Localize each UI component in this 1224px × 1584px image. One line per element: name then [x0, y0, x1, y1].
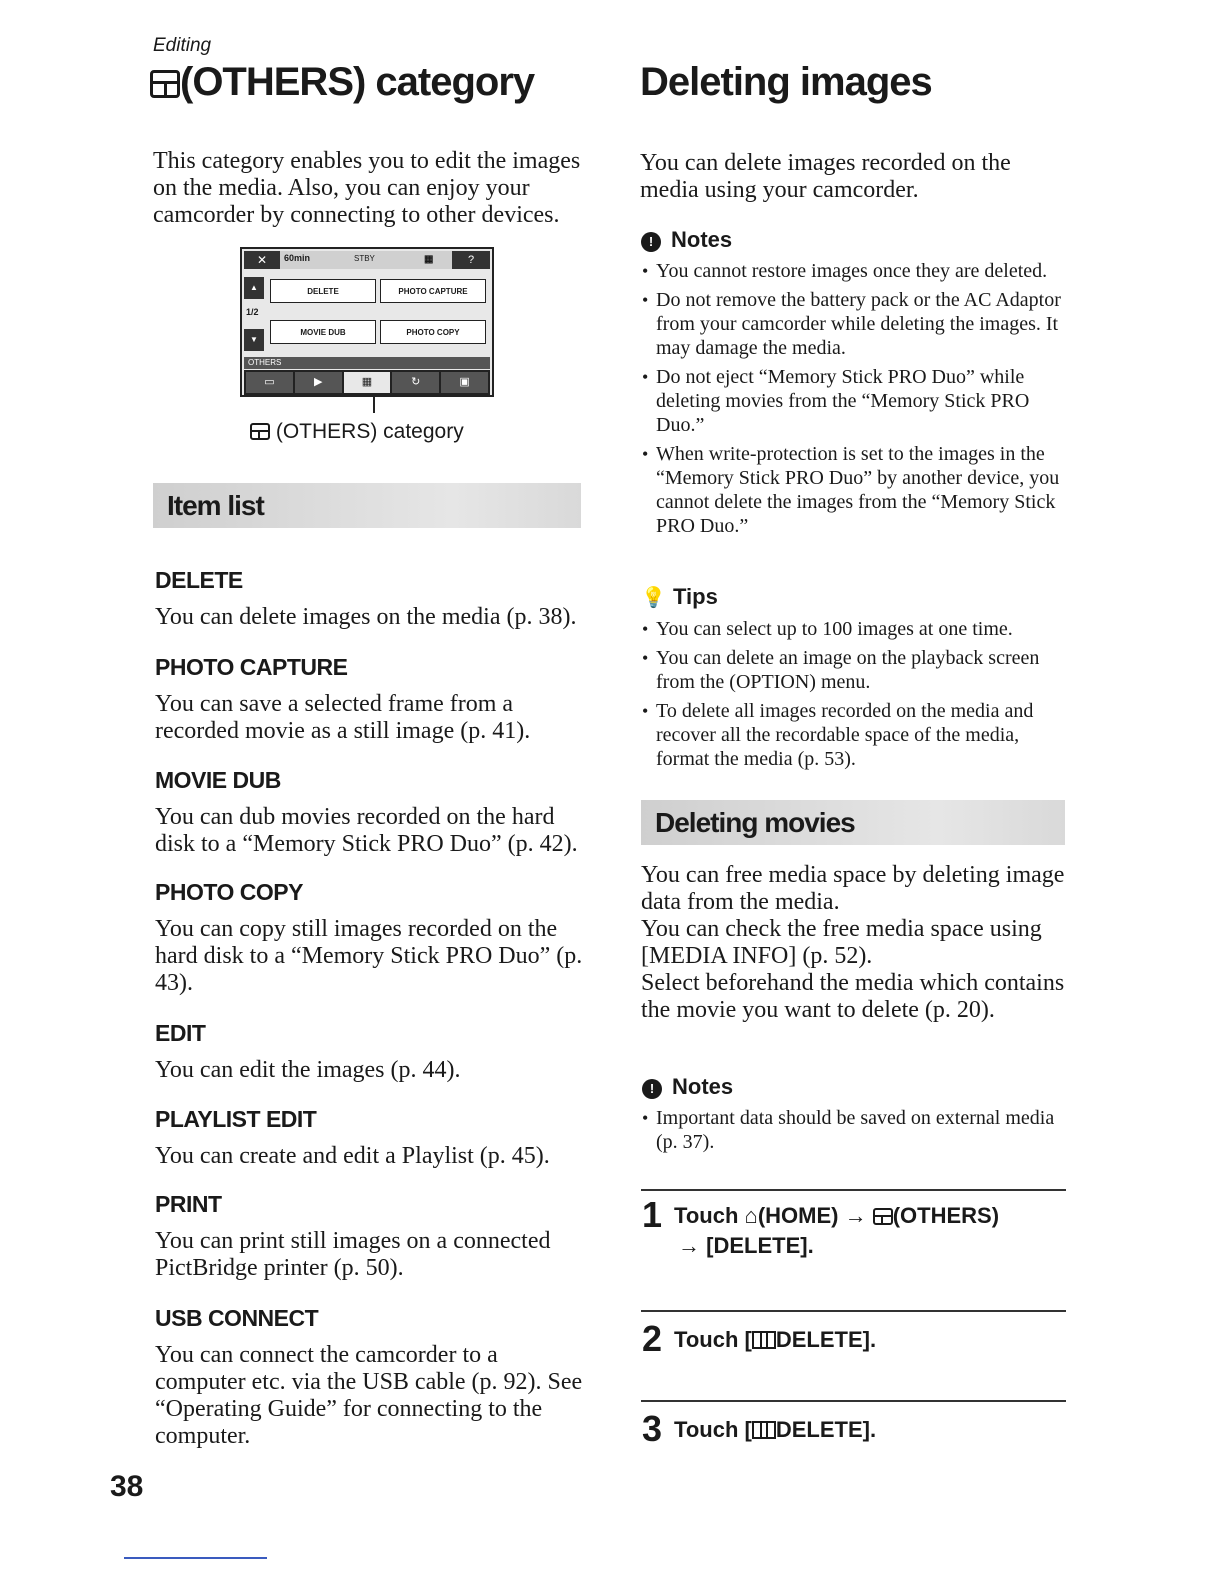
step-divider — [641, 1310, 1066, 1312]
deleting-images-title: Deleting images — [640, 60, 932, 104]
lcd-movie-dub-button: MOVIE DUB — [270, 320, 376, 344]
item-desc: You can print still images on a connected PictBridge printer (p. 50). — [155, 1228, 551, 1281]
lcd-down-arrow-icon: ▼ — [244, 329, 264, 351]
notes2-list — [644, 1106, 1074, 1159]
step-divider — [641, 1400, 1066, 1402]
item-desc: You can delete images on the media (p. 38). — [155, 604, 577, 630]
lcd-close-button: ✕ — [244, 251, 280, 269]
paragraph: You can free media space by deleting image data from the media. — [641, 862, 1065, 915]
list-item: • Important data should be saved on external media (p. 37). — [644, 1106, 1074, 1154]
lcd-page-indicator: 1/2 — [246, 307, 259, 317]
playback-tab-icon: ▶ — [295, 372, 342, 393]
lightbulb-icon: 💡 — [641, 587, 666, 609]
others-icon — [150, 70, 180, 98]
step-1: 1 Touch ⌂(HOME) → (OTHERS) → [DELETE]. — [642, 1194, 1000, 1258]
page-number: 38 — [110, 1470, 144, 1503]
lcd-top-bar — [244, 251, 490, 269]
list-item: • You can delete an image on the playback screen from the (OPTION) menu. — [644, 646, 1074, 694]
lcd-category-tabs — [244, 370, 490, 395]
item-name: PLAYLIST EDIT — [155, 1106, 317, 1132]
lcd-screen-illustration — [240, 247, 494, 397]
lcd-up-arrow-icon: ▲ — [244, 277, 264, 299]
lcd-status: STBY — [354, 254, 375, 263]
camera-tab-icon: ▭ — [246, 372, 293, 393]
movies-text — [641, 862, 1071, 1024]
deleting-movies-heading: Deleting movies — [641, 800, 1065, 845]
list-item: • Do not eject “Memory Stick PRO Duo” while deleting movies from the “Memory Stick PRO Duo.” — [644, 365, 1074, 437]
item-desc: You can connect the camcorder to a computer etc. via the USB cable (p. 92). See “Operating Guide” for connecting to the computer. — [155, 1342, 583, 1449]
lcd-grid-icon: ▦ — [424, 254, 434, 265]
list-item: • You cannot restore images once they are deleted. — [644, 259, 1074, 283]
film-icon — [752, 1331, 776, 1349]
item-name: MOVIE DUB — [155, 767, 281, 793]
others-icon — [250, 423, 270, 440]
paragraph: Select beforehand the media which contains the movie you want to delete (p. 20). — [641, 970, 1065, 1023]
notes-heading: ! Notes — [641, 227, 732, 253]
list-item: • You can select up to 100 images at one time. — [644, 617, 1074, 641]
callout-line — [373, 397, 375, 413]
item-name: DELETE — [155, 567, 243, 593]
others-tab-icon: ▦ — [344, 372, 391, 393]
footer-line — [124, 1557, 267, 1559]
notes2-heading: ! Notes — [642, 1074, 733, 1100]
lcd-battery: 60min — [284, 253, 311, 263]
tips-list — [644, 617, 1074, 776]
item-list-heading: Item list — [153, 483, 581, 528]
paragraph: You can check the free media space using [MEDIA INFO] (p. 52). — [641, 916, 1042, 969]
notes-icon: ! — [642, 1079, 662, 1099]
item-desc: You can create and edit a Playlist (p. 45). — [155, 1143, 550, 1169]
tips-heading: 💡 Tips — [641, 584, 718, 609]
home-icon: ⌂ — [744, 1203, 758, 1228]
section-label: Editing — [153, 35, 212, 56]
list-item: • Do not remove the battery pack or the AC Adaptor from your camcorder while deleting the images. It may damage the media. — [644, 288, 1074, 360]
left-intro: This category enables you to edit the images on the media. Also, you can enjoy your camcorder by connecting to other devices. — [153, 148, 581, 228]
item-name: PHOTO COPY — [155, 879, 303, 905]
lcd-category-label: OTHERS — [244, 357, 490, 369]
lcd-help-button: ? — [452, 251, 490, 269]
item-name: EDIT — [155, 1020, 206, 1046]
settings-tab-icon: ▣ — [441, 372, 488, 393]
step-divider — [641, 1189, 1066, 1191]
step-2: 2 Touch [ DELETE]. — [642, 1318, 877, 1359]
notes-icon: ! — [641, 232, 661, 252]
list-item: • When write-protection is set to the images in the “Memory Stick PRO Duo” by another device, you cannot delete the images from the “Memory Stick PRO Duo.” — [644, 442, 1074, 538]
step-3: 3 Touch [ DELETE]. — [642, 1408, 877, 1449]
manage-tab-icon: ↻ — [392, 372, 439, 393]
illustration-caption: (OTHERS) category — [250, 420, 464, 444]
right-intro: You can delete images recorded on the media using your camcorder. — [640, 150, 1011, 203]
item-desc: You can copy still images recorded on the hard disk to a “Memory Stick PRO Duo” (p. 43). — [155, 916, 583, 996]
lcd-photo-copy-button: PHOTO COPY — [380, 320, 486, 344]
list-item: • To delete all images recorded on the media and recover all the recordable space of the media, format the media (p. 53). — [644, 699, 1074, 771]
item-desc: You can dub movies recorded on the hard disk to a “Memory Stick PRO Duo” (p. 42). — [155, 804, 578, 857]
film-icon — [752, 1421, 776, 1439]
notes-list — [644, 259, 1074, 543]
lcd-photo-capture-button: PHOTO CAPTURE — [380, 279, 486, 303]
item-name: PRINT — [155, 1191, 222, 1217]
others-category-title: (OTHERS) category — [150, 60, 534, 105]
item-name: USB CONNECT — [155, 1305, 319, 1331]
item-desc: You can edit the images (p. 44). — [155, 1057, 461, 1083]
item-desc: You can save a selected frame from a recorded movie as a still image (p. 41). — [155, 691, 531, 744]
item-name: PHOTO CAPTURE — [155, 654, 348, 680]
lcd-delete-button: DELETE — [270, 279, 376, 303]
others-icon — [873, 1208, 893, 1225]
